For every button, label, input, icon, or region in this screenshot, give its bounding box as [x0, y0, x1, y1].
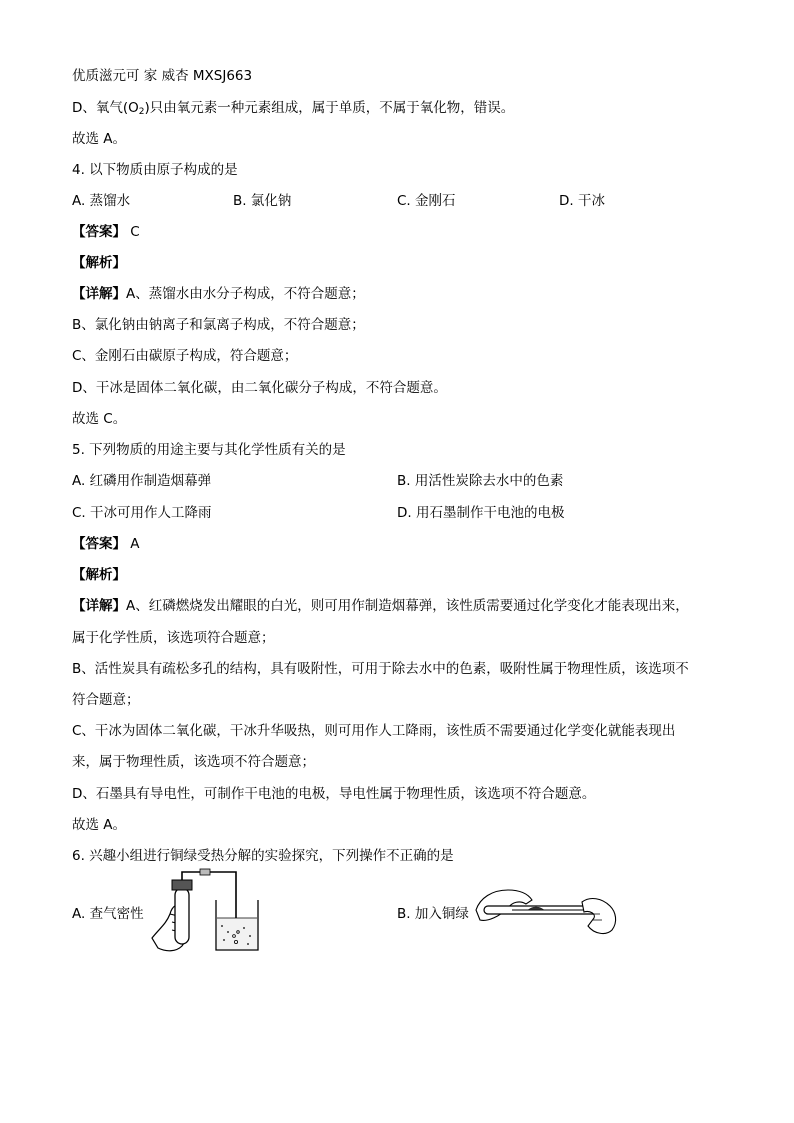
q4-detail-text-1: A、蒸馏水由水分子构成，不符合题意； — [126, 286, 365, 302]
q5-analysis-tag: 【解析】 — [72, 567, 126, 583]
header-text: 优质滋元可 家 威杏 MXSJ663 — [72, 68, 253, 84]
q5-stem: 5. 下列物质的用途主要与其化学性质有关的是 — [72, 442, 346, 458]
q6-option-a: A. 查气密性 — [72, 906, 144, 922]
q5-option-b: B. 用活性炭除去水中的色素 — [397, 473, 564, 489]
q3-d-pre: D、氧气(O — [72, 100, 139, 116]
stopper-icon — [172, 880, 192, 890]
test-tube-icon — [175, 888, 189, 944]
q3-choose: 故选 A。 — [72, 131, 127, 147]
q4-option-b: B. 氯化钠 — [233, 193, 292, 209]
right-hand-icon — [582, 899, 616, 934]
q4-choose: 故选 C。 — [72, 411, 127, 427]
q4-option-c: C. 金刚石 — [397, 193, 456, 209]
q6-option-b: B. 加入铜绿 — [397, 906, 469, 922]
q4-answer — [72, 222, 140, 242]
q4-option-d: D. 干冰 — [559, 193, 605, 209]
q5-option-a: A. 红磷用作制造烟幕弹 — [72, 473, 212, 489]
q4-analysis-tag: 【解析】 — [72, 255, 126, 271]
q4-answer-tag: 【答案】 — [72, 224, 126, 240]
q4-option-a: A. 蒸馏水 — [72, 193, 131, 209]
q5-detail-tag: 【详解】 — [72, 598, 126, 614]
q4-detail-tag: 【详解】 — [72, 286, 126, 302]
q5-answer — [72, 534, 140, 554]
q4-detail-line-3: C、金刚石由碳原子构成，符合题意； — [72, 348, 298, 364]
q5-answer-value: A — [130, 536, 140, 552]
q4-detail-line-2: B、氯化钠由钠离子和氯离子构成，不符合题意； — [72, 317, 365, 333]
q5-answer-tag: 【答案】 — [72, 536, 126, 552]
q4-answer-value: C — [130, 224, 140, 240]
q5-option-c: C. 干冰可用作人工降雨 — [72, 505, 212, 521]
q5-choose: 故选 A。 — [72, 817, 127, 833]
q4-stem: 4. 以下物质由原子构成的是 — [72, 162, 238, 178]
q5-option-d: D. 用石墨制作干电池的电极 — [397, 505, 565, 521]
q5-detail-line-2: 属于化学性质，该选项符合题意； — [72, 630, 275, 646]
water-icon — [217, 918, 257, 949]
rubber-joint-icon — [200, 869, 210, 875]
q5-detail-line-6: 来，属于物理性质，该选项不符合题意； — [72, 754, 315, 770]
q5-detail-line-1 — [72, 596, 689, 616]
airtightness-check-figure — [148, 866, 268, 956]
q5-detail-text-1: A、红磷燃烧发出耀眼的白光，则可用作制造烟幕弹，该性质需要通过化学变化才能表现出来， — [126, 598, 689, 614]
q5-detail-line-4: 符合题意； — [72, 692, 140, 708]
q3-option-d-analysis — [72, 98, 514, 122]
q3-d-post: )只由氧元素一种元素组成，属于单质，不属于氧化物，错误。 — [144, 100, 515, 116]
q5-detail-line-5: C、干冰为固体二氧化碳，干冰升华吸热，则可用作人工降雨，该性质不需要通过化学变化就能表现出 — [72, 723, 676, 739]
q4-detail-line-4: D、干冰是固体二氧化碳，由二氧化碳分子构成，不符合题意。 — [72, 380, 447, 396]
q6-stem: 6. 兴趣小组进行铜绿受热分解的实验探究，下列操作不正确的是 — [72, 848, 454, 864]
q4-detail-line-1 — [72, 284, 365, 304]
q5-detail-line-7: D、石墨具有导电性，可制作干电池的电极，导电性属于物理性质，该选项不符合题意。 — [72, 786, 596, 802]
left-hand-icon — [476, 890, 532, 920]
q3-d-subscript: 2 — [138, 107, 145, 117]
q5-detail-line-3: B、活性炭具有疏松多孔的结构，具有吸附性，可用于除去水中的色素，吸附性属于物理性质，该选项不 — [72, 661, 689, 677]
add-copper-green-figure — [470, 880, 620, 940]
